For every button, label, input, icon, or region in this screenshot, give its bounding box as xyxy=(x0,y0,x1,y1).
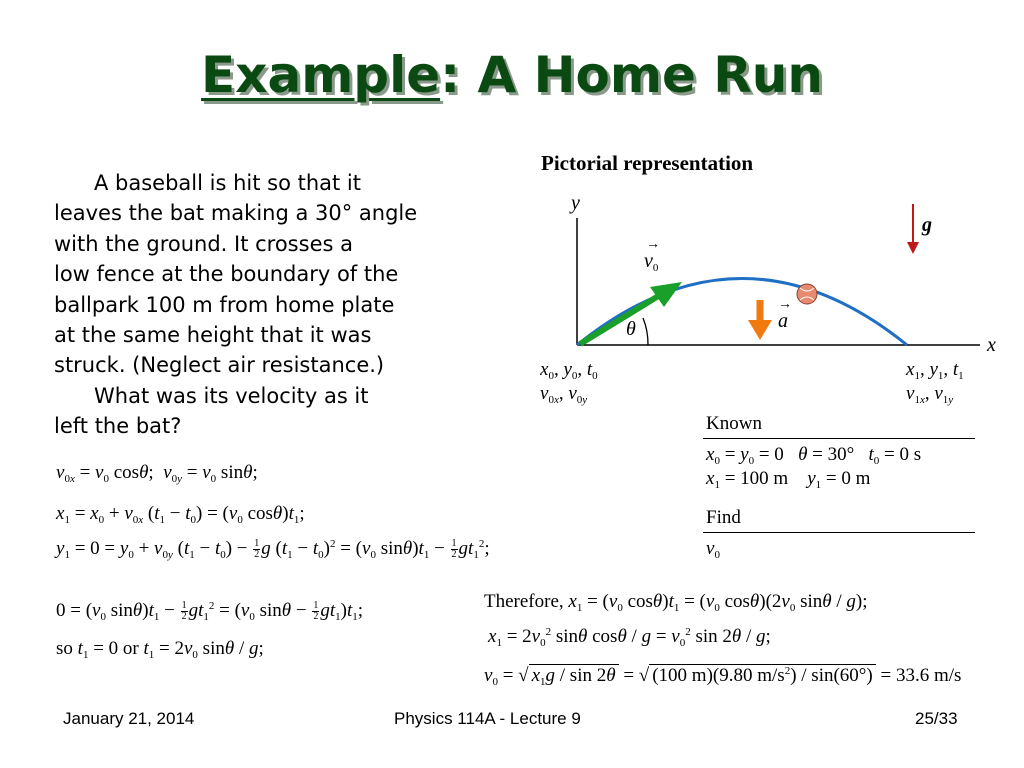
problem-line: A baseball is hit so that it xyxy=(94,171,362,195)
title-underlined: Example xyxy=(201,46,441,104)
svg-text:v1x, v1y: $v_1x$, $v_1y$ xyxy=(906,383,954,406)
angle-label: θ xyxy=(626,318,636,340)
velocity-label: → $v_0$ xyxy=(644,237,660,274)
svg-text:x1, y1, t1: $x_1$, $y_1$, $t_1$ xyxy=(906,359,964,382)
velocity-subscript: 0 xyxy=(652,262,659,274)
accel-symbol: a xyxy=(778,310,788,332)
problem-line: at the same height that it was xyxy=(54,323,372,348)
accel-label: → a xyxy=(778,297,792,332)
footer-page: 25/33 xyxy=(915,709,958,728)
equation-factor: $0 = (v_0$ $\sin\theta)t_1$ − $\frac{1}{2}$ $gt_1^2 = (v_0$ sinθ − $\frac{1}{2}$ $gt_1)t_1$; xyxy=(56,600,364,623)
slide-title xyxy=(0,46,1024,104)
find-line: $v_0$ xyxy=(706,538,720,561)
angle-arc xyxy=(643,318,648,345)
problem-line: struck. (Neglect air resistance.) xyxy=(54,353,385,378)
known-line-2: $x_1 = 100$ m $y_1 = 0$ m xyxy=(706,468,871,491)
problem-line: leaves the bat making a 30° angle xyxy=(54,201,418,226)
equation-range: $x_1 = 2v_0^2$ sinθ $\cos\theta / g = v_0^2$ sin 2θ / g; xyxy=(488,626,771,649)
figure-heading: Pictorial representation xyxy=(541,151,754,175)
equation-v0: $v_0$ = √ $x_1g$ / sin 2θ = √ (100 m)(9.80 $m/s^2) / \sin(60^\circ) = 33.6$ m/s xyxy=(484,665,962,688)
equation-t1: so $t_1 = 0$ or $t_1 = 2v_0$ sinθ / g; xyxy=(56,638,264,661)
known-line-1: $x_0 = y_0 = 0$ θ = 30° $t_0 = 0$ s xyxy=(706,444,922,467)
known-rule xyxy=(703,438,975,439)
title-rest: : A Home Run xyxy=(440,46,823,104)
footer-date: January 21, 2014 xyxy=(63,709,195,728)
find-heading: Find xyxy=(706,507,741,528)
problem-line: left the bat? xyxy=(54,414,182,439)
gravity-label: g xyxy=(922,214,932,236)
problem-line: ballpark 100 m from home plate xyxy=(54,292,395,317)
equation-y1: $y_1 = 0 = y_0 + v_{0y}$ $(t_1 - t_0)$ − $\frac{1}{2}$ g $(t_1 - t_0)^2 = (v_0$ $\sin\theta)t_1$ − $\frac{1}{2}$ $gt_1^2$; xyxy=(56,538,490,561)
velocity-arrowhead xyxy=(650,282,682,307)
footer-course: Physics 114A - Lecture 9 xyxy=(394,709,581,728)
velocity-symbol: v xyxy=(644,250,653,272)
problem-line: What was its velocity as it xyxy=(94,383,369,408)
svg-text:x0, y0, t0: $x_0$, $y_0$, $t_0$ xyxy=(540,359,598,382)
y-axis-label: y xyxy=(571,192,580,214)
equation-therefore: Therefore, $x_1 = (v_0$ $\cos\theta)t_1 = (v_0$ $\cos\theta)(2v_0$ sinθ / g); xyxy=(484,591,868,614)
trajectory-diagram xyxy=(540,190,1010,420)
baseball xyxy=(797,284,817,304)
equation-components: $v_{0x} = v_0$ cosθ; $v_{0y} = v_0$ sinθ; xyxy=(56,462,258,485)
problem-text xyxy=(54,168,474,442)
problem-line: low fence at the boundary of the xyxy=(54,262,399,287)
find-rule xyxy=(703,532,975,533)
accel-arrowhead xyxy=(748,320,772,340)
equation-x1: $x_1 = x_0 + v_{0x}$ $(t_1 - t_0) = (v_0$ $\cos\theta)t_1$; xyxy=(56,503,305,526)
svg-text:v0x, v0y: $v_0x$, $v_0y$ xyxy=(540,383,588,406)
known-heading: Known xyxy=(706,413,762,434)
x-axis-label: x xyxy=(987,334,996,356)
problem-line: with the ground. It crosses a xyxy=(54,231,353,256)
